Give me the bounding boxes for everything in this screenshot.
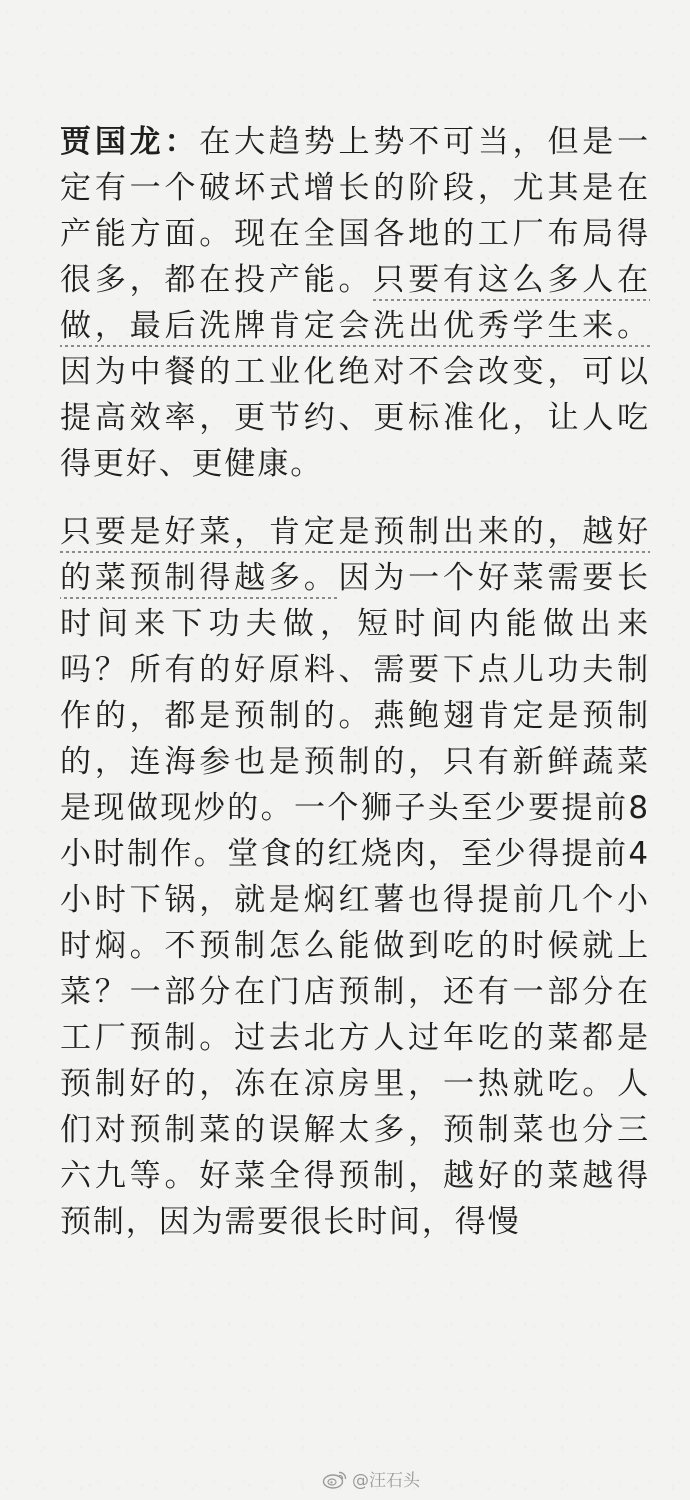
speaker-label: 贾国龙：: [60, 124, 200, 160]
watermark: [322, 1466, 420, 1491]
paragraph-2: [60, 509, 650, 1245]
paragraph-1-text-a: 在大趋势上势不可当，但是一定有一个破坏式增长的阶段，尤其是在产能方面。现在全国各地的工厂布局得很多，都在投产能。: [60, 124, 650, 298]
weibo-logo-icon: [322, 1469, 348, 1489]
paragraph-1-text-b: 因为中餐的工业化绝对不会改变，可以提高效率，更节约、更标准化，让人吃得更好、更健康。: [60, 354, 650, 482]
paragraph-2-highlight: 只要是好菜，肯定是预制出来的，越好的菜预制得越多。: [60, 514, 650, 599]
watermark-text: @汪石头: [352, 1471, 420, 1491]
paragraph-1-highlight: 只要有这么多人在做，最后洗牌肯定会洗出优秀学生来。: [60, 262, 650, 347]
paragraph-2-text: 因为一个好菜需要长时间来下功夫做，短时间内能做出来吗？所有的好原料、需要下点儿功夫制作的，都是预制的。燕鲍翅肯定是预制的，连海参也是预制的，只有新鲜蔬菜是现做现炒的。一个狮子头至少要提前8小时制作。堂食的红烧肉，至少得提前4小时下锅，就是焖红薯也得提前几个小时焖。不预制怎么能做到吃的时候就上菜？一部分在门店预制，还有一部分在工厂预制。过去北方人过年吃的菜都是预制好的，冻在凉房里，一热就吃。人们对预制菜的误解太多，预制菜也分三六九等。好菜全得预制，越好的菜越得预制，因为需要很长时间，得慢: [60, 560, 650, 1240]
article-body: [60, 119, 650, 1245]
paragraph-1: [60, 119, 650, 487]
